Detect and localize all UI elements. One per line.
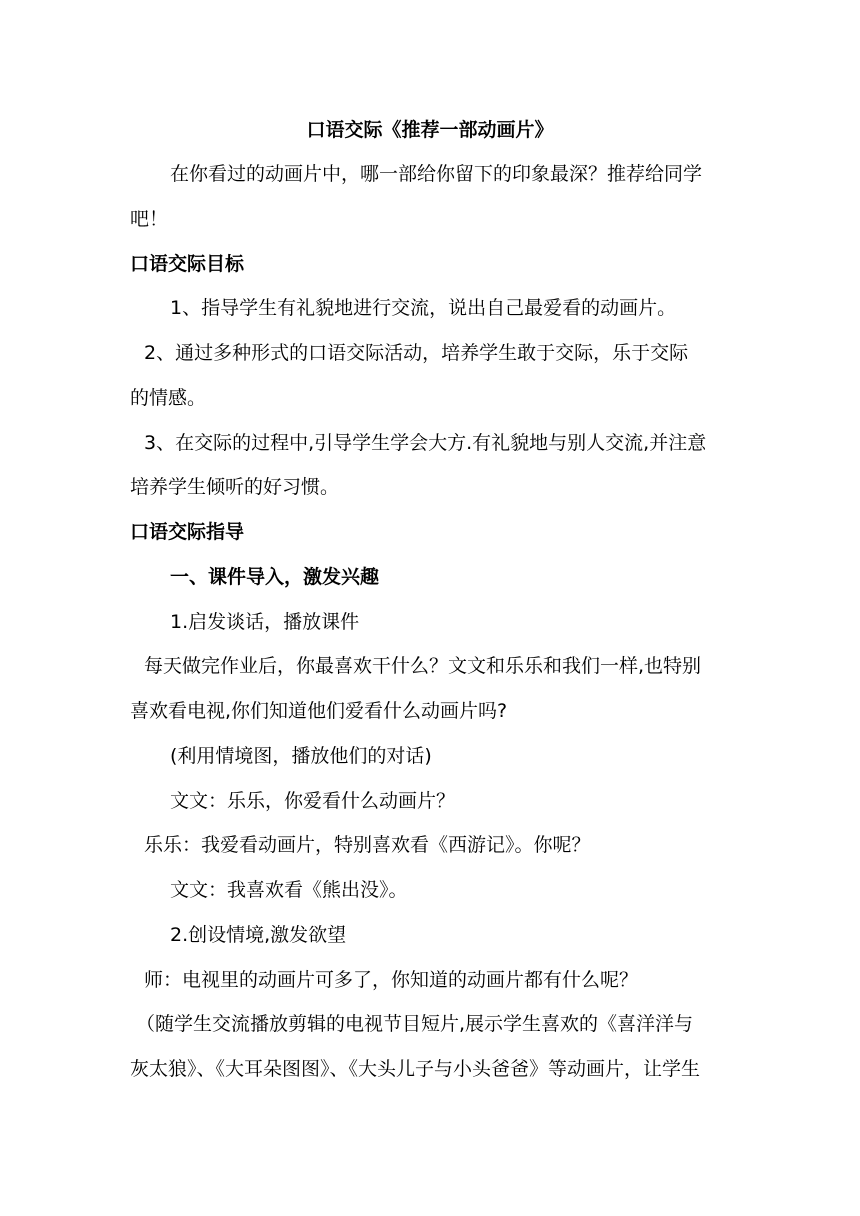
note1: (利用情境图，播放他们的对话) xyxy=(170,745,432,767)
paragraph2-line-1: （随学生交流播放剪辑的电视节目短片,展示学生喜欢的《喜洋洋与 xyxy=(136,1013,694,1035)
intro-line-1: 在你看过的动画片中，哪一部给你留下的印象最深？推荐给同学 xyxy=(170,163,703,185)
step1: 1.启发谈话，播放课件 xyxy=(170,611,360,633)
goal-line-5: 培养学生倾听的好习惯。 xyxy=(130,476,340,498)
step2: 2.创设情境,激发欲望 xyxy=(170,924,347,946)
goal-line-4: 3、在交际的过程中,引导学生学会大方.有礼貌地与别人交流,并注意 xyxy=(144,432,707,454)
guide-heading: 口语交际指导 xyxy=(130,521,245,543)
dialog-line-1: 文文：乐乐，你爱看什么动画片？ xyxy=(170,790,456,812)
paragraph1-line-2: 喜欢看电视,你们知道他们爱看什么动画片吗? xyxy=(130,700,508,722)
intro-line-2: 吧！ xyxy=(130,208,169,230)
teacher-line: 师：电视里的动画片可多了，你知道的动画片都有什么呢？ xyxy=(144,969,639,991)
dialog-line-3: 文文：我喜欢看《熊出没》。 xyxy=(170,879,408,901)
section1-heading: 一、课件导入，激发兴趣 xyxy=(170,566,380,588)
goal-line-2: 2、通过多种形式的口语交际活动，培养学生敢于交际，乐于交际 xyxy=(144,342,689,364)
paragraph2-line-2: 灰太狼》、《大耳朵图图》、《大头儿子与小头爸爸》等动画片，让学生 xyxy=(130,1058,701,1080)
document-title: 口语交际《推荐一部动画片》 xyxy=(306,119,554,141)
goals-heading: 口语交际目标 xyxy=(130,253,245,275)
goal-line-3: 的情感。 xyxy=(130,387,207,409)
dialog-line-2: 乐乐：我爱看动画片，特别喜欢看《西游记》。你呢？ xyxy=(144,834,591,856)
paragraph1-line-1: 每天做完作业后，你最喜欢干什么？文文和乐乐和我们一样,也特别 xyxy=(144,655,702,677)
goal-line-1: 1、指导学生有礼貌地进行交流，说出自己最爱看的动画片。 xyxy=(170,297,677,319)
